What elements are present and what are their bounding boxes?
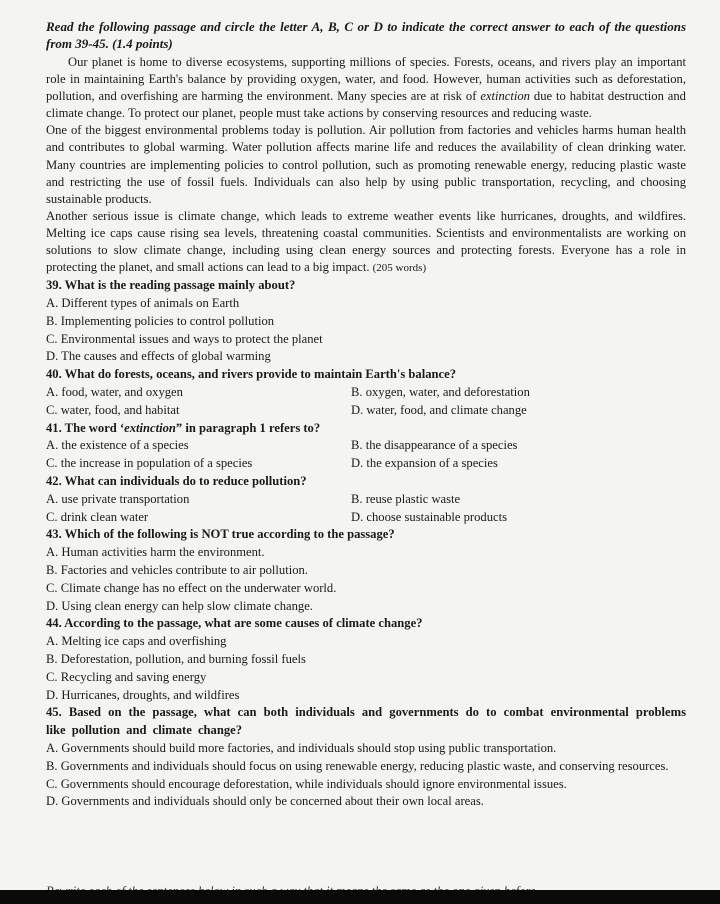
option-b[interactable]: B. Implementing policies to control pollution: [46, 313, 275, 328]
question-stem: 39. What is the reading passage mainly about?: [46, 278, 296, 293]
question-42: [46, 473, 686, 526]
option-c[interactable]: C. Climate change has no effect on the underwater world.: [46, 580, 337, 595]
option-a[interactable]: A. food, water, and oxygen: [46, 385, 183, 399]
option-b[interactable]: B. Deforestation, pollution, and burning fossil fuels: [46, 651, 306, 666]
passage-paragraph-1: Our planet is home to diverse ecosystems, supporting millions of species. Forests, oceans, and rivers play an important role in maintaining Earth's balance by providing oxygen, water, and food. However, human activities such as deforestation, pollution, and overfishing are harming the environment. Many species are at risk of extinction due to habitat destruction and climate change. To protect our planet, people must take actions by conserving resources and reducing waste.: [46, 55, 686, 121]
option-b[interactable]: B. the disappearance of a species: [351, 438, 518, 453]
option-a[interactable]: A. use private transportation: [46, 491, 190, 506]
question-43: [46, 526, 686, 615]
option-c[interactable]: C. drink clean water: [46, 509, 149, 524]
option-d[interactable]: D. Hurricanes, droughts, and wildfires: [46, 687, 240, 702]
option-d[interactable]: D. The causes and effects of global warming: [46, 349, 271, 364]
question-44: [46, 615, 686, 704]
option-b[interactable]: B. reuse plastic waste: [351, 491, 461, 506]
question-stem: 43. Which of the following is NOT true according to the passage?: [46, 527, 395, 542]
question-stem: 42. What can individuals do to reduce pollution?: [46, 473, 307, 488]
option-a[interactable]: A. Melting ice caps and overfishing: [46, 634, 227, 649]
term-extinction: extinction: [480, 89, 530, 104]
question-41: [46, 420, 686, 473]
question-stem: 40. What do forests, oceans, and rivers provide to maintain Earth's balance?: [46, 367, 457, 382]
section-instruction: Read the following passage and circle the letter A, B, C or D to indicate the correct answer to each of the questions from 39-45. (1.4 points): [46, 19, 686, 51]
option-b[interactable]: B. Factories and vehicles contribute to air pollution.: [46, 562, 308, 577]
worksheet: [46, 18, 686, 811]
option-a[interactable]: A. Human activities harm the environment.: [46, 545, 265, 560]
option-b[interactable]: B. Governments and individuals should focus on using renewable energy, reducing plastic waste, and conserving resources.: [46, 758, 669, 773]
option-d[interactable]: D. the expansion of a species: [351, 456, 498, 471]
passage-paragraph-3: Another serious issue is climate change, which leads to extreme weather events like hurricanes, droughts, and wildfires. Melting ice caps cause rising sea levels, threatening coastal communities. Scientists and environmentalists are working on solutions to slow climate change, including using clean energy sources and protecting forests. Everyone has a role in protecting the planet, and small actions can lead to a big impact. (205 words): [46, 208, 686, 275]
question-39: [46, 277, 686, 366]
option-a[interactable]: A. the existence of a species: [46, 438, 189, 453]
option-c[interactable]: C. the increase in population of a species: [46, 456, 253, 471]
word-count: (205 words): [372, 262, 427, 275]
question-stem: 41. The word ‘extinction” in paragraph 1 refers to?: [46, 420, 321, 435]
option-d[interactable]: D. water, food, and climate change: [351, 402, 527, 417]
question-stem: 45. Based on the passage, what can both individuals and governments do to combat environmental problems like pollution and climate change?: [46, 705, 686, 738]
option-c[interactable]: C. Environmental issues and ways to protect the planet: [46, 331, 323, 346]
bottom-edge: [0, 890, 720, 904]
option-a[interactable]: A. Governments should build more factories, and individuals should stop using public transportation.: [46, 740, 557, 755]
option-d[interactable]: D. Using clean energy can help slow climate change.: [46, 598, 313, 613]
reading-passage: [46, 54, 686, 277]
option-c[interactable]: C. water, food, and habitat: [46, 402, 180, 417]
passage-paragraph-2: One of the biggest environmental problems today is pollution. Air pollution from factories and vehicles harms human health and contributes to global warming. Water pollution affects marine life and reduces the availability of clean drinking water. Many countries are implementing policies to control pollution, such as promoting renewable energy, reducing plastic waste and restricting the use of fossil fuels. Individuals can also help by using public transportation, recycling, and choosing sustainable products.: [46, 123, 686, 206]
option-c[interactable]: C. Governments should encourage deforestation, while individuals should ignore environmental issues.: [46, 776, 567, 791]
option-b[interactable]: B. oxygen, water, and deforestation: [351, 385, 530, 399]
question-45: [46, 704, 686, 811]
question-stem: 44. According to the passage, what are some causes of climate change?: [46, 616, 423, 631]
option-a[interactable]: A. Different types of animals on Earth: [46, 296, 240, 311]
option-d[interactable]: D. Governments and individuals should only be concerned about their own local areas.: [46, 794, 484, 809]
option-d[interactable]: D. choose sustainable products: [351, 509, 507, 524]
option-c[interactable]: C. Recycling and saving energy: [46, 669, 207, 684]
question-40: [46, 366, 686, 419]
